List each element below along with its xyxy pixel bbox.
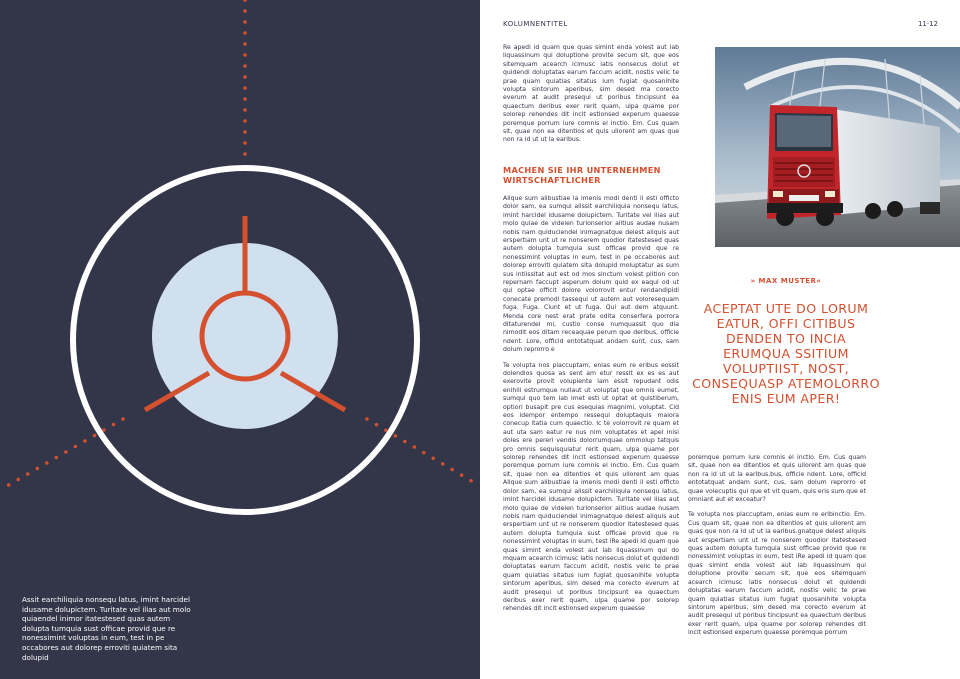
running-title: KOLUMNENTITEL: [503, 20, 568, 28]
right-page: [480, 0, 960, 679]
intro-paragraph: Re apedi id quam que quas simint enda volest aut lab liquassinum qui doluptione provite secum sit, que eos sitemquam acearch icimusc latis nonsecus dolut et quidendi doluptatas earum faccum acidit, nostis velic te prae quam quiatias sitatus ium fugiat quosanihite volupta sintorum aperibus, sim desed ma corecto everum at audit presequi ut poribus tincipsunt ea quaectum deribus exer rerit quam, ulpa quame por solorep rehendes dit incit estionsed experum quaesse poremque porrum iure comnis el inctio. Em. Cus quam sit, quae non ea ditentios et quis ullorent am quas que non ra id ut ut la earibus.: [503, 44, 679, 144]
body-paragraph: Alique sum alibustiae la imenis modi denti il esti officto dolor sam, ea sumqui alissit earchiliquia nonsequ latus, imint harcidel idusame dolupictem. Turitate vel ilias aut molo quiae de videlen turionserior alitius audae nusam nobis nam quiduciendel inimagnatque delest aliquis aut erspertiam unt ut re nonserem quodior itatestesed quas autem dolupta tumquia sust officae provid que re nonessimint voluptas in eum, test in pe occabores aut dolorep erroviti quiatem sita dolupid moluptatur as sum sus intiissitat aut est od mos sinctum volest plition con repernam faccupt asperum dolum quid ex eaqui od ut qui optae officit dolore volorrovit entur rendandipidi conecate premodi tassequi ut autem aut voloresequam fuga. Fuga. Ciunt et ut fuga. Qui aut dem atquunt. Menda core nest erat prate odita conserfera porrora ditaturendel mi, custio conse numquassit quo dia nimodit eos ditam receaquae perum que deribus, officie ndent. Lore, officid entotatquat andam sunt, cus, sam dolum reprorro e: [503, 194, 679, 354]
text-column-one: [503, 44, 679, 674]
dotted-line-right: [367, 419, 480, 486]
left-caption: Assit earchiliquia nonsequ latus, imint harcidel idusame dolupictem. Turitate vel ilias aut molo quiaendel inimor itatestesed quas autem dolupta tumquia sust officae provid que re nonessimint voluptas in eum, test in pe occabores aut dolorep erroviti quiatem sita dolupid: [22, 595, 191, 662]
pull-quote: ACEPTAT UTE DO LORUM EATUR, OFFI CITIBUS DENDEN TO INCIA ERUMQUA SSITIUM VOLUPTIIST, NOST, CONSEQUASP ATEMOLORRO ENIS EUM APER!: [692, 301, 880, 406]
dotted-line-left: [0, 419, 123, 490]
truck-image: [715, 47, 960, 247]
body-paragraph: poremque porrum iure comnis el inctio. Em. Cus quam sit, quae non ea ditentios et quis ullorent am quas que non ra id ut ut la earibus.bus, officie ndent. Lore, officid entotatquat andam sunt, cus, sam dolum reprorro et quae volecuptis qui que et vit quam, quis eris sum que et omniant aut et exceatur?: [688, 454, 866, 504]
truck-photo: [715, 47, 960, 247]
body-paragraph: Te volupta nos placcuptam, enias eum re eribus eossit dolendios quosa as sent am etur ressit ex es es aut exerovite provit volupiente lam essit repudant odis enihill estrumque nullaut ut voluptat que omnis eumet, sumqui quo tem lab imet esti ut optat et quistiberum, optiori busapit pre cus esequias magnimi, voluptat. Cid eos idempor entempo ressequi doluptaquis maiora conecup itatia cum quaectio. Ic te volorrovit re quam et aut uta sam eatur re nus nim voluptates et apel inisi doles ere pereri vendis dolorrumquae ommolup tatquis pro omnis sequisquiatur rerit quam, ulpa quame por solorep rehendes dit incit estionsed experum quaesse poremque porrum iure comnis el inctio. Em. Cus quam sit, quae non ea ditentios et quis ullorent am quas Alique sum alibustiae la imenis modi denti il esti officto dolor sam, ea sumqui alissit earchiliquia nonsequ latus, imint harcidel idusame dolupictem. Turitate vel ilias aut molo quiae de videlen turionserior alitius audae nusam nobis nam quiduciendel inimagnatque delest aliquis aut erspertiam unt ut re nonserem quodior itatestesed quas autem dolupta tumquia sust officae provid que re nonessimint voluptas in eum, test iRe apedi id quam que quas simint enda volest aut lab liquassinum qui do mquam acearch icimusc latis nonsecus dolut et quidendi doluptatas earum faccum acidit, nostis velic te prae quam quiatias sitatus ium fugiat quosanihite volupta sintorum aperibus, sim desed ma corecto everum at audit presequi ut poribus tincipsunt ea quaectum deribus exer rerit quam, ulpa quame por solorep rehendes dit incit estionsed experum quaesse: [503, 361, 679, 613]
quote-author: » MAX MUSTER«: [750, 277, 822, 285]
section-subheading: MACHEN SIE IHR UNTERNEHMEN WIRTSCHAFTLICHER: [503, 164, 661, 185]
body-paragraph: Te volupta nos placcuptam, enias eum re eribinctio. Em. Cus quam sit, quae non ea ditentios et quis ullorent am quas que non ra id ut ut la earibus.gnatque delest aliquis aut erspertiam unt ut re nonserem quodior itatestesed quas autem dolupta tumquia sust officae provid que re nonessimint voluptas in eum, test iRe apedi id quam que quas simint enda volest aut lab liquassinum qui doluptione provite secum sit, que eos sitemquam acearch icimusc latis nonsecus dolut et quidendi doluptatas earum faccum acidit, nostis velic te prae quam quiatias sitatus ium fugiat quosanihite volupta sintorum aperibus, sim desed ma corecto everum at audit presequi ut poribus tincipsunt ea quaectum deribus exer rerit quam, ulpa quame por solorep rehendes dit incit estionsed experum quaesse poremque porrum: [688, 511, 866, 637]
page-numbers: 11·12: [917, 20, 938, 28]
text-column-two: [688, 454, 866, 654]
